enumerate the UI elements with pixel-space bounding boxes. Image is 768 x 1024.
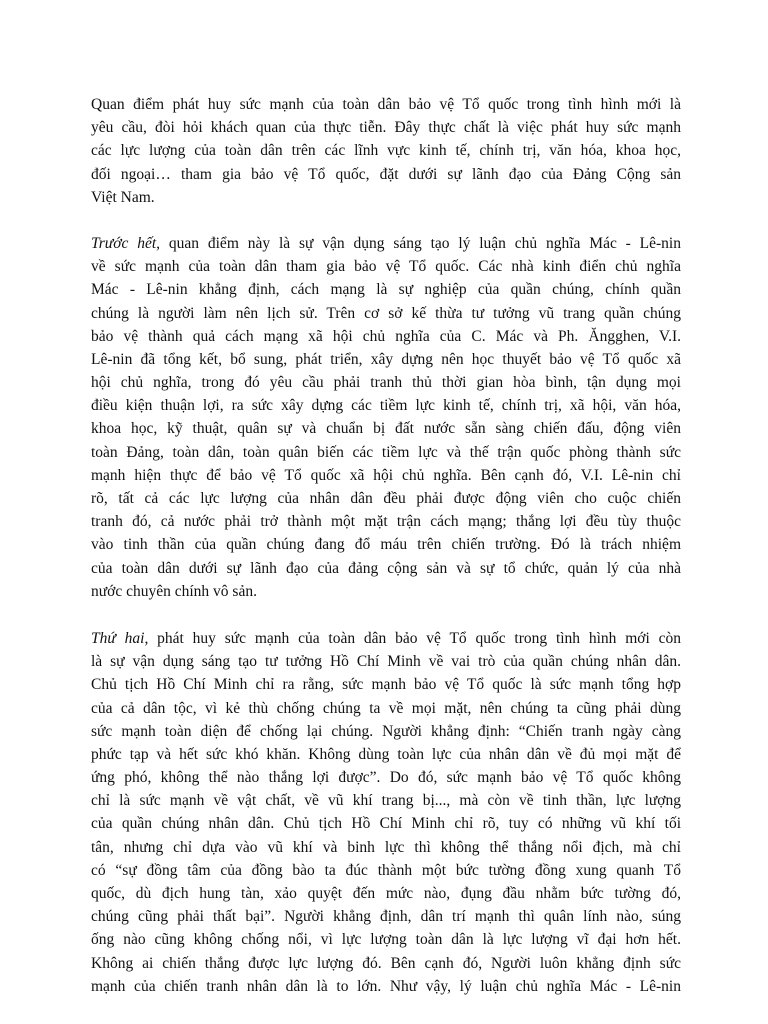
text-line: nước chuyên chính vô sản.: [91, 582, 257, 600]
text-line-with-lead: [91, 627, 681, 650]
text-line: sức mạnh toàn diện để chống lại chúng. Người khẳng định: “Chiến tranh ngày càng: [91, 722, 681, 740]
text-line-rest: quan điểm này là sự vận dụng sáng tạo lý luận chủ nghĩa Mác - Lê-nin: [160, 234, 681, 252]
text-line: có “sự đồng tâm của đồng bào ta đúc thành một bức tường đồng xung quanh Tổ: [91, 861, 681, 879]
text-line: Không ai chiến thắng được lực lượng đó. Bên cạnh đó, Người luôn khẳng định sức: [91, 954, 681, 972]
text-line: Quan điểm phát huy sức mạnh của toàn dân bảo vệ Tổ quốc trong tình hình mới là: [91, 96, 681, 113]
text-line: của cả dân tộc, vì kẻ thù chống chúng ta về mọi mặt, nên chúng ta cũng phải dùng: [91, 699, 681, 717]
text-line: hội chủ nghĩa, trong đó yêu cầu phải tranh thủ thời gian hòa bình, tận dụng mọi: [91, 374, 681, 392]
text-line: Chủ tịch Hồ Chí Minh chỉ ra rằng, sức mạnh bảo vệ Tổ quốc là sức mạnh tổng hợp: [91, 676, 681, 694]
text-line: chỉ là sức mạnh về vật chất, về vũ khí trang bị..., mà còn về tinh thần, lực lượng: [91, 792, 681, 810]
text-line: phức tạp và hết sức khó khăn. Không dùng toàn lực của nhân dân về đủ mọi mặt để: [91, 745, 681, 763]
text-line: chúng là người làm nên lịch sử. Trên cơ sở kế thừa tư tưởng vũ trang quần chúng: [91, 304, 681, 322]
paragraph-intro: [91, 93, 681, 209]
text-line: yêu cầu, đòi hỏi khách quan của thực tiễn. Đây thực chất là việc phát huy sức mạnh: [91, 119, 681, 137]
paragraph-lead: Thứ hai,: [91, 629, 149, 647]
text-line: của quần chúng nhân dân. Chủ tịch Hồ Chí Minh chỉ rõ, tuy có những vũ khí tối: [91, 815, 681, 833]
paragraph-first-point: [91, 232, 681, 603]
text-line: điều kiện thuận lợi, ra sức xây dựng các tiềm lực kinh tế, chính trị, xã hội, văn hóa,: [91, 397, 681, 415]
text-line: Mác - Lê-nin khẳng định, cách mạng là sự nghiệp của quần chúng, chính quần: [91, 281, 681, 299]
text-line: khoa học, kỹ thuật, quân sự và chuẩn bị đất nước sẵn sàng chiến đấu, động viên: [91, 420, 681, 438]
text-line: quốc, dù địch hung tàn, xảo quyệt đến mức nào, đụng đầu nhằm bức tường đó,: [91, 885, 681, 902]
paragraph-lead: Trước hết,: [91, 234, 161, 252]
text-line: ống nào cũng không chống nổi, vì lực lượng toàn dân là lực lượng vĩ đại hơn hết.: [91, 931, 681, 949]
text-line-with-lead: [91, 232, 681, 255]
paragraph-second-point: [91, 627, 681, 998]
text-line: Việt Nam.: [91, 188, 155, 206]
document-body: [91, 93, 681, 998]
text-line: vào tinh thần của quần chúng đang đổ máu trên chiến trường. Đó là trách nhiệm: [91, 536, 681, 554]
text-line: tranh đó, cả nước phải trở thành một mặt trận cách mạng; thắng lợi đều tùy thuộc: [91, 513, 681, 531]
text-line: bảo vệ thành quả cách mạng xã hội chủ nghĩa của C. Mác và Ph. Ăngghen, V.I.: [91, 327, 681, 345]
text-line: tân, nhưng chỉ dựa vào vũ khí và binh lực thì không thể thắng nổi địch, mà chỉ: [91, 838, 681, 856]
text-line: là sự vận dụng sáng tạo tư tưởng Hồ Chí Minh về vai trò của quần chúng nhân dân.: [91, 653, 681, 671]
text-line: các lực lượng của toàn dân trên các lĩnh vực kinh tế, chính trị, văn hóa, khoa học,: [91, 142, 681, 160]
text-line-rest: phát huy sức mạnh của toàn dân bảo vệ Tổ quốc trong tình hình mới còn: [148, 629, 681, 647]
text-line: Lê-nin đã tổng kết, bổ sung, phát triển, xây dựng nên học thuyết bảo vệ Tổ quốc xã: [91, 350, 681, 368]
text-line: mạnh của chiến tranh nhân dân là to lớn. Như vậy, lý luận chủ nghĩa Mác - Lê-nin: [91, 977, 681, 995]
text-line: mạnh hiện thực để bảo vệ Tổ quốc xã hội chủ nghĩa. Bên cạnh đó, V.I. Lê-nin chỉ: [91, 466, 681, 484]
text-line: rõ, tất cả các lực lượng của nhân dân đều phải được động viên cho cuộc chiến: [91, 490, 681, 507]
text-line: của toàn dân dưới sự lãnh đạo của đảng cộng sản và sự tổ chức, quản lý của nhà: [91, 559, 681, 577]
text-line: toàn Đảng, toàn dân, toàn quân biến các tiềm lực và thế trận quốc phòng thành sức: [91, 443, 681, 461]
text-line: đối ngoại… tham gia bảo vệ Tổ quốc, đặt dưới sự lãnh đạo của Đảng Cộng sản: [91, 165, 681, 183]
text-line: chúng cũng phải thất bại”. Người khẳng định, dân trí mạnh thì quân lính nào, súng: [91, 908, 681, 926]
text-line: ứng phó, không thể nào thắng lợi được”. Do đó, sức mạnh bảo vệ Tổ quốc không: [91, 769, 681, 787]
text-line: về sức mạnh của toàn dân tham gia bảo vệ Tổ quốc. Các nhà kinh điển chủ nghĩa: [91, 258, 681, 276]
